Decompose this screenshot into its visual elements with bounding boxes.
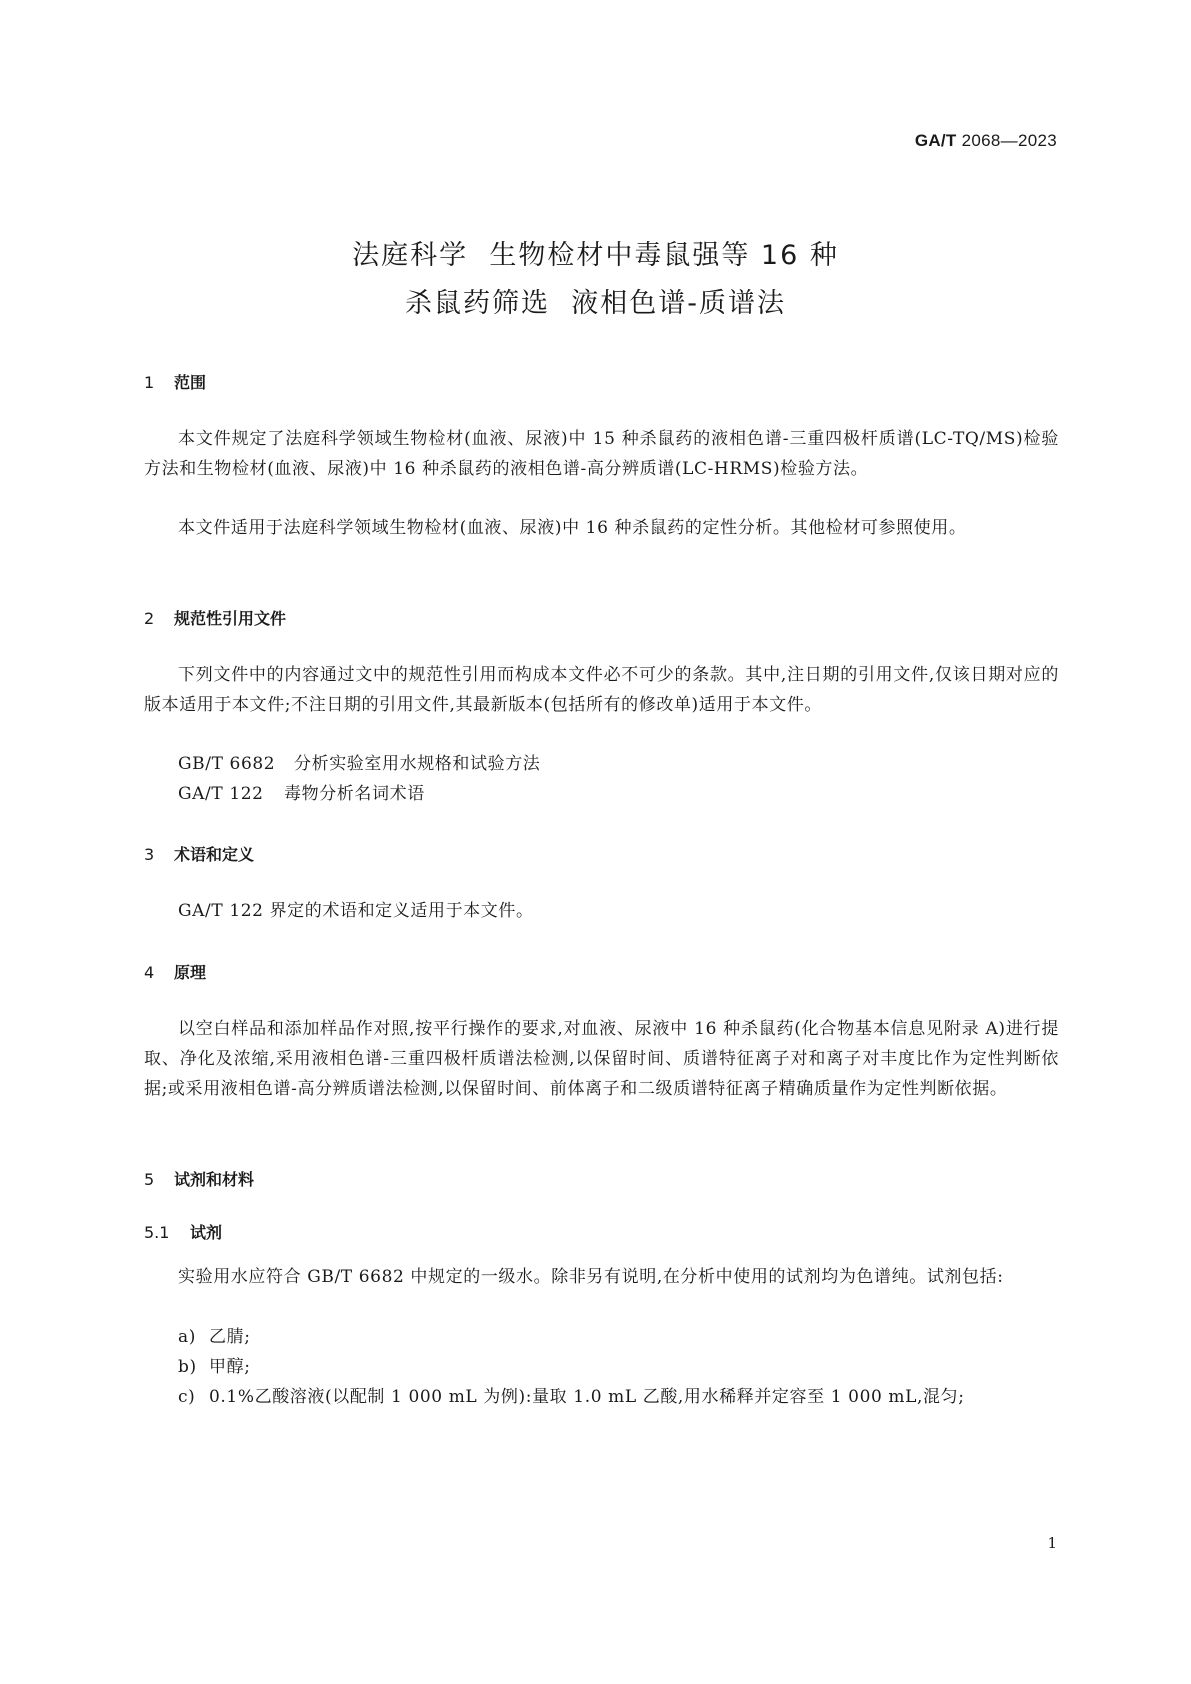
section-5-1-paragraph-1: 实验用水应符合 GB/T 6682 中规定的一级水。除非另有说明,在分析中使用的试剂均为色谱纯。试剂包括: bbox=[178, 1267, 1004, 1287]
list-item: c) 0.1%乙酸溶液(以配制 1 000 mL 为例):量取 1.0 mL 乙酸,用水稀释并定容至 1 000 mL,混匀; bbox=[178, 1387, 965, 1407]
section-4-heading: 4 原理 bbox=[144, 963, 207, 982]
section-5-1-heading: 5.1 试剂 bbox=[144, 1223, 223, 1242]
section-1-paragraph-1: 本文件规定了法庭科学领域生物检材(血液、尿液)中 15 种杀鼠药的液相色谱-三重四极杆质谱(LC-TQ/MS)检验方法和生物检材(血液、尿液)中 16 种杀鼠药的液相色谱-高分辨质谱(LC-HRMS)检验方法。 bbox=[144, 429, 1059, 479]
section-3-heading: 3 术语和定义 bbox=[144, 845, 255, 864]
normative-reference: GB/T 6682 分析实验室用水规格和试验方法 bbox=[178, 754, 541, 774]
title-line-1: 法庭科学 生物检材中毒鼠强等 16 种 bbox=[352, 240, 839, 271]
section-3-paragraph-1: GA/T 122 界定的术语和定义适用于本文件。 bbox=[178, 901, 534, 921]
document-title bbox=[0, 232, 1191, 328]
section-4-paragraph-1: 以空白样品和添加样品作对照,按平行操作的要求,对血液、尿液中 16 种杀鼠药(化合物基本信息见附录 A)进行提取、净化及浓缩,采用液相色谱-三重四极杆质谱法检测,以保留时间、质谱特征离子对和离子对丰度比作为定性判断依据;或采用液相色谱-高分辨质谱法检测,以保留时间、前体离子和二级质谱特征离子精确质量作为定性判断依据。 bbox=[144, 1019, 1059, 1099]
list-item: b) 甲醇; bbox=[178, 1357, 251, 1377]
section-5-heading: 5 试剂和材料 bbox=[144, 1170, 255, 1189]
section-1-paragraph-2: 本文件适用于法庭科学领域生物检材(血液、尿液)中 16 种杀鼠药的定性分析。其他检材可参照使用。 bbox=[178, 518, 967, 538]
section-2-paragraph-1: 下列文件中的内容通过文中的规范性引用而构成本文件必不可少的条款。其中,注日期的引用文件,仅该日期对应的版本适用于本文件;不注日期的引用文件,其最新版本(包括所有的修改单)适用于本文件。 bbox=[144, 665, 1059, 715]
title-line-2: 杀鼠药筛选 液相色谱-质谱法 bbox=[405, 288, 786, 319]
section-1-heading: 1 范围 bbox=[144, 373, 207, 392]
list-item: a) 乙腈; bbox=[178, 1327, 251, 1347]
normative-reference: GA/T 122 毒物分析名词术语 bbox=[178, 784, 425, 804]
standard-code: GA/T 2068—2023 bbox=[914, 131, 1057, 150]
section-2-heading: 2 规范性引用文件 bbox=[144, 609, 287, 628]
page-number: 1 bbox=[1047, 1534, 1057, 1552]
